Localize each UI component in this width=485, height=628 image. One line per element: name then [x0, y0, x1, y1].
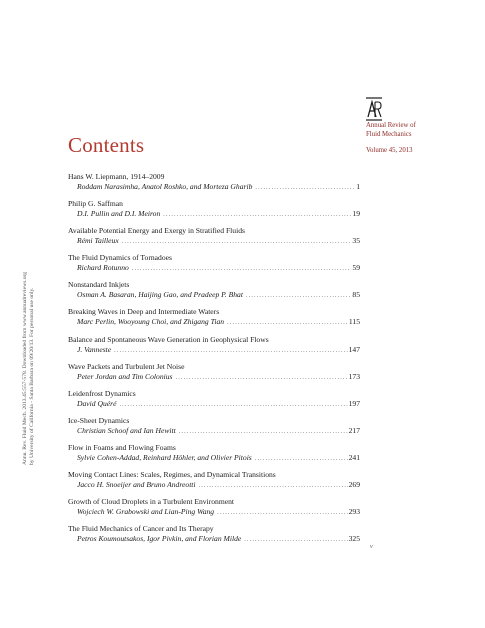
entry-authors: Rémi Tailleux [77, 236, 119, 246]
entry-title[interactable]: Nonstandard Inkjets [68, 280, 130, 290]
entry-title[interactable]: Hans W. Liepmann, 1914–2009 [68, 172, 165, 181]
entry-authors: Jacco H. Snoeijer and Bruno Andreotti [77, 480, 196, 490]
entry-page[interactable]: 85 [352, 290, 360, 300]
entry-page[interactable]: 173 [348, 371, 360, 381]
entry-authors: Christian Schoof and Ian Hewitt [77, 425, 176, 435]
annual-reviews-logo-icon [366, 97, 382, 121]
leader-dots [246, 291, 351, 301]
leader-dots [176, 373, 348, 383]
page-folio: v [370, 544, 373, 550]
entry-page[interactable]: 241 [348, 452, 360, 462]
leader-dots [132, 264, 352, 274]
entry-page[interactable]: 19 [352, 209, 360, 219]
leader-dots [217, 508, 348, 518]
entry-title[interactable]: Available Potential Energy and Exergy in Stratified Fluids [68, 226, 245, 236]
entry-authors: Sylvie Cohen-Addad, Reinhard Höhler, and Olivier Pitois [77, 452, 252, 462]
entry-authors: D.I. Pullin and D.I. Meiron [77, 209, 161, 219]
entry-title[interactable]: Balance and Spontaneous Wave Generation in Geophysical Flows [68, 334, 269, 344]
journal-name [366, 122, 416, 139]
download-sidenote [22, 175, 37, 465]
entry-title[interactable]: The Fluid Mechanics of Cancer and Its Therapy [68, 524, 214, 534]
leader-dots [119, 400, 347, 410]
entry-authors: J. Vanneste [77, 344, 112, 354]
toc-entry[interactable] [68, 172, 360, 199]
toc-entry[interactable] [68, 389, 360, 416]
toc-entry[interactable] [68, 226, 360, 253]
volume-label: Volume 45, 2013 [366, 147, 413, 154]
entry-authors: Richard Rotunno [77, 263, 129, 273]
toc-entry[interactable] [68, 280, 360, 307]
leader-dots [122, 237, 352, 247]
entry-authors: Peter Jordan and Tim Colonius [77, 371, 173, 381]
entry-page[interactable]: 147 [348, 344, 360, 354]
toc-entry[interactable] [68, 497, 360, 524]
journal-name-line1: Annual Review of [366, 122, 416, 129]
entry-page[interactable]: 115 [348, 317, 360, 327]
entry-title[interactable]: Wave Packets and Turbulent Jet Noise [68, 361, 185, 371]
entry-page[interactable]: 293 [348, 507, 360, 517]
toc-entry[interactable] [68, 362, 360, 389]
toc-entry[interactable] [68, 335, 360, 362]
leader-dots [244, 535, 347, 545]
leader-dots [255, 454, 348, 464]
sidenote-line2: by University of California - Santa Barbara on 09/20/13. For personal use only. [29, 287, 36, 465]
entry-page[interactable]: 269 [348, 480, 360, 490]
toc-entry[interactable] [68, 524, 360, 551]
entry-title[interactable]: Growth of Cloud Droplets in a Turbulent Environment [68, 497, 234, 507]
toc-entry[interactable] [68, 253, 360, 280]
entry-authors: Osman A. Basaran, Haijing Gao, and Pradeep P. Bhat [77, 290, 243, 300]
entry-page[interactable]: 59 [352, 263, 360, 273]
entry-authors: David Quéré [77, 398, 117, 408]
entry-title[interactable]: The Fluid Dynamics of Tornadoes [68, 253, 172, 263]
entry-page[interactable]: 1 [356, 182, 360, 191]
leader-dots [227, 318, 348, 328]
toc-entry[interactable] [68, 307, 360, 334]
leader-dots [163, 210, 351, 220]
leader-dots [255, 183, 355, 193]
entry-title[interactable]: Breaking Waves in Deep and Intermediate Waters [68, 307, 220, 317]
toc-entry[interactable] [68, 443, 360, 470]
contents-list [68, 172, 360, 551]
entry-title[interactable]: Ice-Sheet Dynamics [68, 415, 130, 425]
entry-title[interactable]: Leidenfrost Dynamics [68, 388, 136, 398]
entry-page[interactable]: 325 [348, 534, 360, 544]
entry-title[interactable]: Moving Contact Lines: Scales, Regimes, and Dynamical Transitions [68, 470, 276, 480]
toc-entry[interactable] [68, 470, 360, 497]
entry-authors: Roddam Narasimha, Anatol Roshko, and Morteza Gharib [77, 182, 253, 191]
sidenote-line1: Annu. Rev. Fluid Mech. 2013.45:557-578. Downloaded from www.annualreviews.org [22, 271, 28, 465]
entry-authors: Petros Koumoutsakos, Igor Pivkin, and Florian Milde [77, 534, 242, 544]
journal-name-line2: Fluid Mechanics [366, 130, 412, 138]
leader-dots [114, 346, 347, 356]
toc-entry[interactable] [68, 416, 360, 443]
leader-dots [179, 427, 348, 437]
toc-entry[interactable] [68, 199, 360, 226]
entry-page[interactable]: 197 [348, 398, 360, 408]
entry-authors: Wojciech W. Grabowski and Lian-Ping Wang [77, 507, 215, 517]
entry-page[interactable]: 35 [352, 236, 360, 246]
entry-page[interactable]: 217 [348, 425, 360, 435]
entry-title[interactable]: Flow in Foams and Flowing Foams [68, 442, 176, 452]
entry-authors: Marc Perlin, Wooyoung Choi, and Zhigang Tian [77, 317, 225, 327]
page-title: Contents [68, 133, 145, 157]
leader-dots [199, 481, 348, 491]
entry-title[interactable]: Philip G. Saffman [68, 199, 123, 209]
